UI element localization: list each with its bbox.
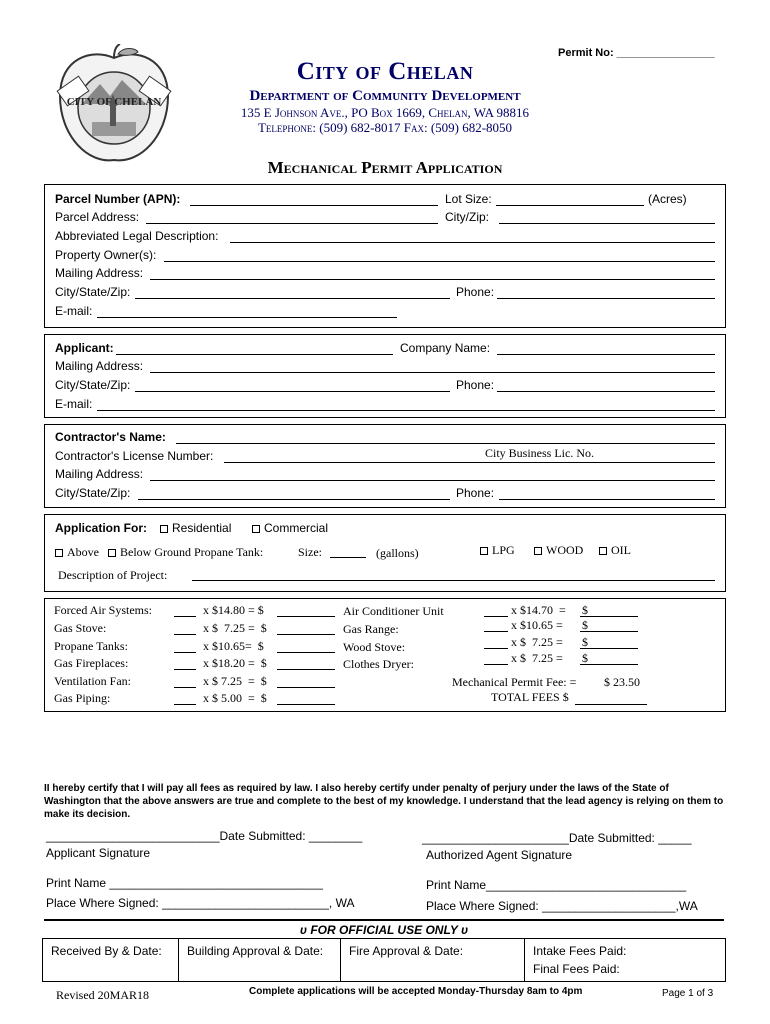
fee-amount-field[interactable] <box>277 634 335 635</box>
applicant-citystatezip-label: City/State/Zip: <box>55 378 131 392</box>
business-license-label: City Business Lic. No. <box>485 446 595 460</box>
fee-quantity-field[interactable] <box>484 631 508 632</box>
permit-number: Permit No: ________________ <box>558 47 715 59</box>
fee-item-label: Gas Fireplaces: <box>54 656 129 670</box>
parcel-address-field[interactable] <box>146 223 438 224</box>
fee-quantity-field[interactable] <box>484 616 508 617</box>
applicant-phone-label: Phone: <box>456 378 495 392</box>
total-fees-field[interactable] <box>575 704 647 705</box>
applicant-place-signed[interactable]: Place Where Signed: _________________________, WA <box>46 896 355 910</box>
fee-quantity-field[interactable] <box>484 648 508 649</box>
fees-paid-cell <box>525 939 725 981</box>
property-owner-field[interactable] <box>164 261 715 262</box>
fee-item-label: Propane Tanks: <box>54 639 128 653</box>
oil-checkbox[interactable] <box>599 547 607 555</box>
contractor-citystatezip-label: City/State/Zip: <box>55 486 131 500</box>
contractor-mailing-label: Mailing Address: <box>55 467 144 481</box>
official-use-title <box>44 923 724 937</box>
owner-phone-label: Phone: <box>456 285 495 299</box>
fee-rate: x $ 7.25 = $ <box>203 621 267 635</box>
fee-item-label: Gas Range: <box>343 622 399 636</box>
project-description-label: Description of Project: <box>58 568 168 582</box>
applicant-citystatezip-field[interactable] <box>135 391 450 392</box>
fee-amount-field[interactable] <box>277 687 335 688</box>
lpg-checkbox[interactable] <box>480 547 488 555</box>
fee-quantity-field[interactable] <box>174 616 196 617</box>
fee-dollar-sign: $ <box>582 651 588 665</box>
applicant-print-name[interactable]: Print Name ________________________________ <box>46 876 323 890</box>
agent-place-signed[interactable]: Place Where Signed: ____________________,WA <box>426 899 698 913</box>
applicant-phone-field[interactable] <box>497 391 715 392</box>
fee-amount-field[interactable] <box>580 664 638 665</box>
acceptance-note: Complete applications will be accepted Monday-Thursday 8am to 4pm <box>249 986 583 997</box>
company-name-label: Company Name: <box>400 341 491 355</box>
fee-amount-field[interactable] <box>580 631 638 632</box>
fee-quantity-field[interactable] <box>174 704 196 705</box>
commercial-checkbox[interactable] <box>252 525 260 533</box>
official-right-icon: υ <box>457 923 469 937</box>
fee-item-label: Ventilation Fan: <box>54 674 131 688</box>
contractor-name-label: Contractor's Name: <box>55 430 166 444</box>
fee-amount-field[interactable] <box>580 616 638 617</box>
owner-mailing-label: Mailing Address: <box>55 266 144 280</box>
received-by-label: Received By & Date: <box>51 944 162 958</box>
building-approval-label: Building Approval & Date: <box>187 944 324 958</box>
lpg-option[interactable] <box>480 543 515 558</box>
contractor-phone-label: Phone: <box>456 486 495 500</box>
received-by-cell <box>43 939 179 981</box>
city-name: City of Chelan <box>296 58 474 85</box>
contractor-citystatezip-field[interactable] <box>138 499 450 500</box>
fee-item-label: Forced Air Systems: <box>54 603 152 617</box>
fee-item-label: Wood Stove: <box>343 640 406 654</box>
fee-quantity-field[interactable] <box>174 669 196 670</box>
fee-rate: x $10.65= $ <box>203 639 264 653</box>
total-fees-label: TOTAL FEES $ <box>491 690 569 704</box>
fee-item-label: Gas Stove: <box>54 621 107 635</box>
applicant-email-field[interactable] <box>97 410 715 411</box>
department-name: Department of Community Development <box>249 88 521 104</box>
contractor-name-field[interactable] <box>176 443 715 444</box>
department-phone: Telephone: (509) 682-8017 Fax: (509) 682-8050 <box>257 120 513 135</box>
certification-text: II hereby certify that I will pay all fees as required by law. I also hereby certify under penalty of perjury under the laws of the State of Washington that the above answers are true and complete to the best of my knowledge. I understand that the lead agency is relying on them to make its decision. <box>44 783 724 820</box>
contractor-license-label: Contractor's License Number: <box>55 449 214 463</box>
contractor-license-field[interactable] <box>224 462 715 463</box>
agent-print-name[interactable]: Print Name______________________________ <box>426 878 687 892</box>
commercial-option[interactable] <box>252 521 328 535</box>
lpg-label: LPG <box>492 543 515 557</box>
gallons-label: (gallons) <box>376 546 419 560</box>
fee-rate: x $18.20 = $ <box>203 656 267 670</box>
applicant-section <box>44 334 726 418</box>
fire-approval-cell <box>341 939 525 981</box>
fee-rate: x $14.70 = <box>511 603 566 617</box>
legal-description-field[interactable] <box>230 242 715 243</box>
residential-checkbox[interactable] <box>160 525 168 533</box>
fee-amount-field[interactable] <box>277 704 335 705</box>
parcel-address-label: Parcel Address: <box>55 210 140 224</box>
fee-quantity-field[interactable] <box>174 652 196 653</box>
fire-approval-label: Fire Approval & Date: <box>349 944 464 958</box>
applicant-mailing-field[interactable] <box>150 372 715 373</box>
contractor-phone-field[interactable] <box>499 499 715 500</box>
applicant-signature-label: Applicant Signature <box>46 846 151 860</box>
fee-quantity-field[interactable] <box>174 687 196 688</box>
wood-option[interactable] <box>534 543 583 558</box>
fee-amount-field[interactable] <box>277 652 335 653</box>
official-use-title-text: FOR OFFICIAL USE ONLY <box>310 923 458 937</box>
applicant-mailing-label: Mailing Address: <box>55 359 144 373</box>
applicant-label: Applicant: <box>55 341 114 355</box>
parcel-cityzip-field[interactable] <box>499 223 715 224</box>
owner-email-field[interactable] <box>97 317 397 318</box>
below-checkbox[interactable] <box>108 549 116 557</box>
below-option[interactable] <box>108 545 263 560</box>
above-option[interactable] <box>55 545 99 560</box>
official-divider <box>44 919 724 921</box>
city-seal <box>52 44 176 168</box>
fee-rate: x $ 7.25 = <box>511 635 563 649</box>
application-for-label: Application For: <box>55 521 147 535</box>
seal-text: CITY OF CHELAN <box>66 96 162 108</box>
legal-description-label: Abbreviated Legal Description: <box>55 229 219 243</box>
project-description-field[interactable] <box>192 580 715 581</box>
page-number: Page 1 of 3 <box>662 988 714 999</box>
residential-label: Residential <box>172 521 232 535</box>
applicant-field[interactable] <box>116 354 393 355</box>
contractor-mailing-field[interactable] <box>150 480 715 481</box>
agent-signature-label: Authorized Agent Signature <box>426 848 573 862</box>
owner-email-label: E-mail: <box>55 304 93 318</box>
fee-item-label: Gas Piping: <box>54 691 111 705</box>
owner-citystatezip-field[interactable] <box>135 298 450 299</box>
fee-item-label: Air Conditioner Unit <box>343 604 444 618</box>
residential-option[interactable] <box>160 521 231 535</box>
form-title: Mechanical Permit Application <box>267 158 503 177</box>
lot-size-field[interactable] <box>496 205 644 206</box>
mechanical-fee-label: Mechanical Permit Fee: = <box>452 675 577 689</box>
fee-rate: x $14.80 = $ <box>203 603 264 617</box>
intake-fees-label: Intake Fees Paid: <box>533 944 627 958</box>
fee-rate: x $10.65 = <box>511 618 563 632</box>
agent-signature-line[interactable]: ______________________Date Submitted: _____ <box>422 831 692 845</box>
parcel-cityzip-label: City/Zip: <box>445 210 490 224</box>
wood-checkbox[interactable] <box>534 547 542 555</box>
above-label: Above <box>67 545 99 559</box>
parcel-apn-label: Parcel Number (APN): <box>55 192 181 206</box>
lot-size-label: Lot Size: <box>445 192 492 206</box>
tank-size-field[interactable] <box>330 557 366 558</box>
company-name-field[interactable] <box>497 354 715 355</box>
fee-rate: x $ 7.25 = $ <box>203 674 267 688</box>
parcel-apn-field[interactable] <box>190 205 438 206</box>
fee-rate: x $ 5.00 = $ <box>203 691 267 705</box>
fee-item-label: Clothes Dryer: <box>343 657 414 671</box>
above-checkbox[interactable] <box>55 549 63 557</box>
fee-dollar-sign: $ <box>582 618 588 632</box>
oil-label: OIL <box>611 543 631 557</box>
mechanical-fee-value: $ 23.50 <box>604 675 640 689</box>
fee-dollar-sign: $ <box>582 603 588 617</box>
official-left-icon: υ <box>299 923 311 937</box>
fee-amount-field[interactable] <box>277 616 335 617</box>
revision-date: Revised 20MAR18 <box>56 988 149 1002</box>
acres-label: (Acres) <box>648 192 687 206</box>
wood-label: WOOD <box>546 543 584 557</box>
owner-mailing-field[interactable] <box>150 279 715 280</box>
oil-option[interactable] <box>599 543 631 558</box>
commercial-label: Commercial <box>264 521 329 535</box>
fee-dollar-sign: $ <box>582 635 588 649</box>
fee-quantity-field[interactable] <box>484 664 508 665</box>
applicant-signature-line[interactable]: __________________________Date Submitted: ________ <box>46 829 363 843</box>
final-fees-label: Final Fees Paid: <box>533 962 620 976</box>
tank-size-label: Size: <box>298 545 322 559</box>
fee-amount-field[interactable] <box>580 648 638 649</box>
owner-citystatezip-label: City/State/Zip: <box>55 285 131 299</box>
property-owner-label: Property Owner(s): <box>55 248 157 262</box>
department-address: 135 E Johnson Ave., PO Box 1669, Chelan, WA 98816 <box>240 105 530 120</box>
fee-quantity-field[interactable] <box>174 634 196 635</box>
applicant-email-label: E-mail: <box>55 397 93 411</box>
below-label: Below Ground Propane Tank: <box>120 545 264 559</box>
building-approval-cell <box>179 939 341 981</box>
owner-phone-field[interactable] <box>497 298 715 299</box>
fee-amount-field[interactable] <box>277 669 335 670</box>
fee-rate: x $ 7.25 = <box>511 651 563 665</box>
official-use-table <box>42 938 726 982</box>
